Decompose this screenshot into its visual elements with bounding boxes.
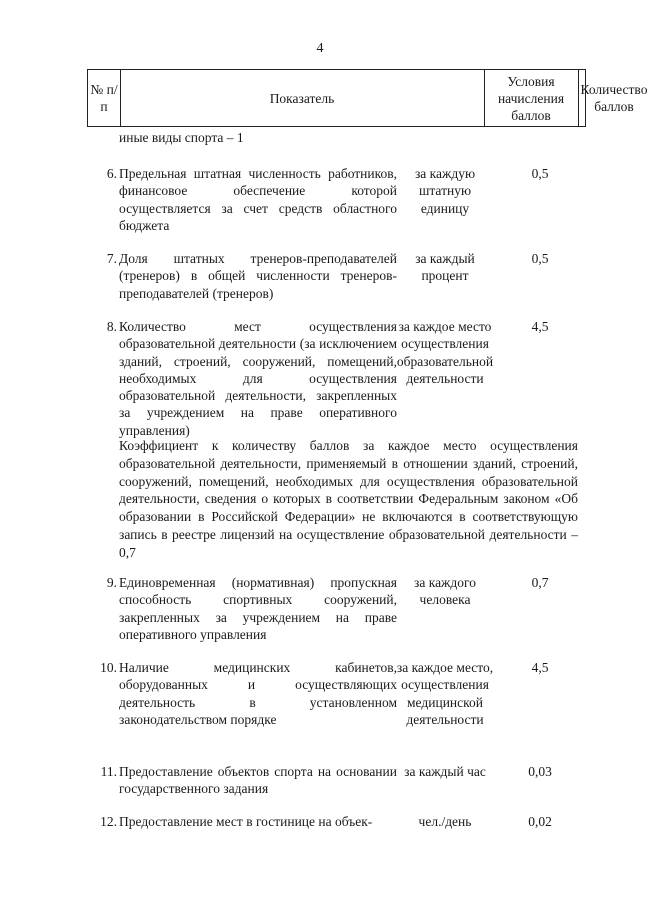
header-indicator: Показатель	[120, 70, 485, 126]
row-conditions: за каждую штатную единицу	[414, 166, 476, 216]
row-number: 11.	[100, 764, 117, 779]
row-number: 9.	[106, 575, 117, 590]
header-conditions: Условия начисления баллов	[484, 70, 579, 126]
table-header	[87, 69, 648, 127]
row-points: 0,03	[528, 764, 552, 779]
row-points: 0,7	[531, 575, 549, 590]
coefficient-paragraph: Коэффициент к количеству баллов за каждое место осуществления образовательной деятельности, применяемый в отношении зданий, строений, сооружений, помещений, необходимых для осуществления образовательной деятельности, сведения о которых в соответствии Федеральным законом «Об образовании в Российской Федерации» не включаются в соответствующую запись в реестре лицензий на осуществление образовательной деятельности – 0,7	[119, 438, 578, 560]
row-number: 12.	[100, 814, 117, 829]
row-indicator: Наличие медицинских кабинетов, оборудованных и осуществляющих деятельность в установленном законодательством порядке	[119, 660, 397, 727]
row-points: 4,5	[531, 319, 549, 334]
row-conditions: за каждый час	[404, 764, 486, 779]
row-number: 10.	[100, 660, 117, 675]
header-points: Количество баллов	[580, 82, 648, 114]
continuation-text: иные виды спорта – 1	[119, 130, 244, 145]
row-points: 4,5	[531, 660, 549, 675]
row-indicator: Предоставление объектов спорта на основании государственного задания	[119, 764, 397, 797]
row-conditions: за каждого человека	[414, 575, 476, 608]
row-conditions: за каждое место, осуществления медицинской деятельности	[396, 660, 494, 727]
row-points: 0,5	[531, 251, 549, 266]
row-points: 0,5	[531, 166, 549, 181]
page-number: 4	[316, 41, 324, 56]
row-indicator: Предельная штатная численность работников, финансовое обеспечение которой осуществляется за счет средств областного бюджета	[119, 166, 397, 233]
row-indicator: Предоставление мест в гостинице на объек-	[119, 814, 373, 829]
header-number: № п/п	[88, 70, 121, 126]
row-points: 0,02	[528, 814, 552, 829]
row-number: 7.	[106, 251, 117, 266]
row-conditions: за каждый процент	[415, 251, 475, 284]
row-conditions: за каждое место осуществления образовательной деятельности	[396, 319, 494, 386]
row-indicator: Единовременная (нормативная) пропускная способность спортивных сооружений, закрепленных за учреждением на праве оперативного управления	[119, 575, 397, 642]
row-indicator: Количество мест осуществления образовательной деятельности (за исключением зданий, строений, сооружений, помещений, необходимых для осуществления образовательной деятельности, закрепленных за учреждением на праве оперативного управления)	[119, 319, 397, 438]
row-indicator: Доля штатных тренеров-преподавателей (тренеров) в общей численности тренеров-преподавателей (тренеров)	[119, 251, 397, 301]
row-number: 8.	[106, 319, 117, 334]
row-number: 6.	[106, 166, 117, 181]
row-conditions: чел./день	[418, 814, 472, 829]
